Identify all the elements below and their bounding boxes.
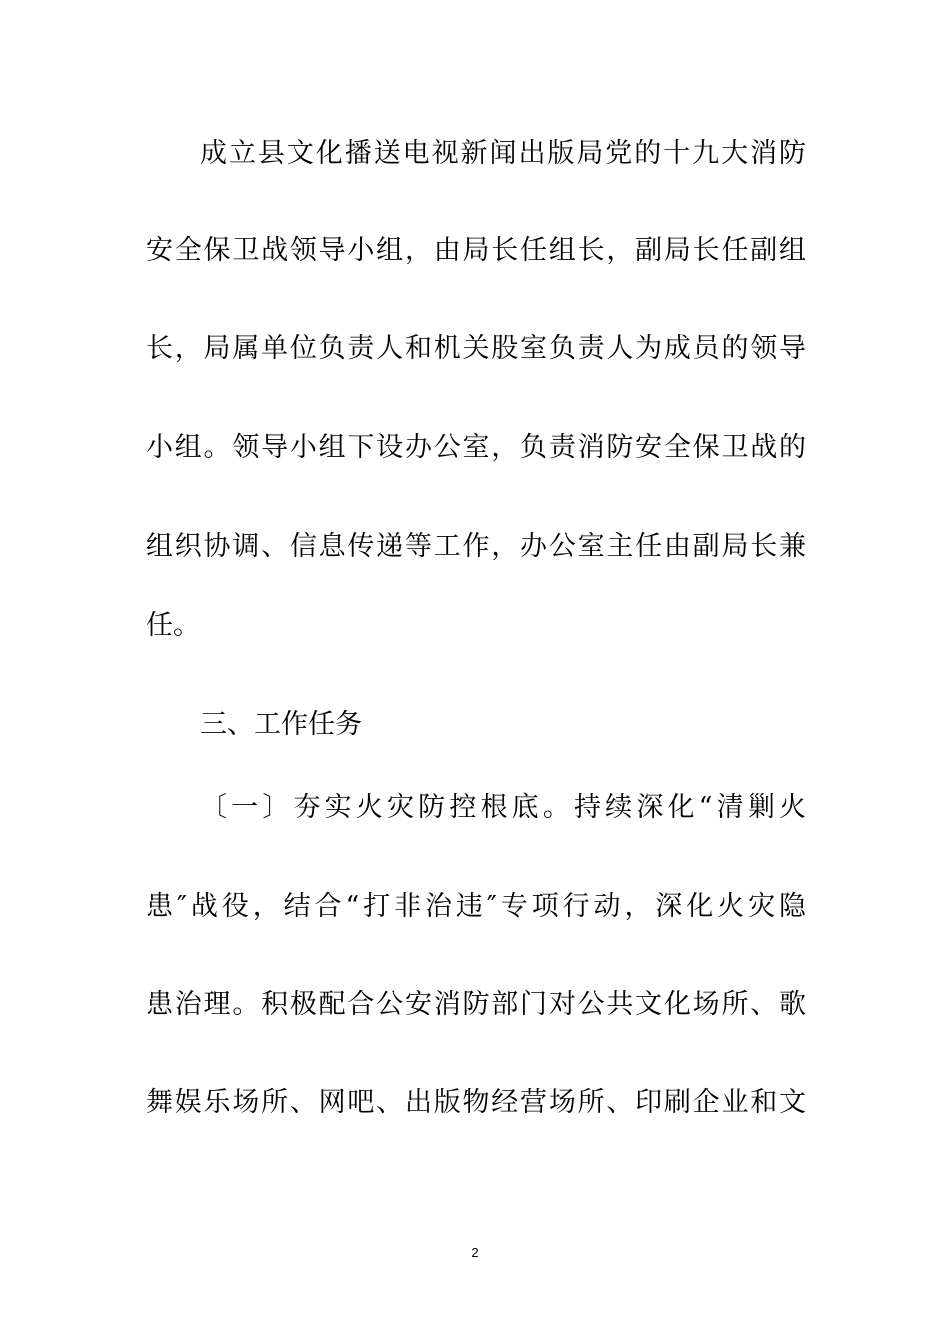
- section-heading: 三、工作任务: [200, 709, 362, 740]
- paragraph-line: 患治理。积极配合公安消防部门对公共文化场所、歌: [146, 989, 806, 1020]
- paragraph-line: 安全保卫战领导小组，由局长任组长，副局长任副组: [146, 235, 806, 266]
- paragraph-line: 〔一〕夯实火灾防控根底。持续深化“清剿火: [200, 792, 806, 823]
- paragraph-line: 患″战役，结合“打非治违″专项行动，深化火灾隐: [146, 891, 806, 922]
- paragraph-line: 舞娱乐场所、网吧、出版物经营场所、印刷企业和文: [146, 1087, 806, 1118]
- paragraph-line: 成立县文化播送电视新闻出版局党的十九大消防: [200, 138, 806, 169]
- paragraph-line: 任。: [146, 610, 200, 641]
- paragraph-line: 小组。领导小组下设办公室，负责消防安全保卫战的: [146, 432, 806, 463]
- paragraph-line: 长，局属单位负责人和机关股室负责人为成员的领导: [146, 333, 806, 364]
- paragraph-line: 组织协调、信息传递等工作，办公室主任由副局长兼: [146, 531, 806, 562]
- page-number: 2: [471, 1245, 479, 1260]
